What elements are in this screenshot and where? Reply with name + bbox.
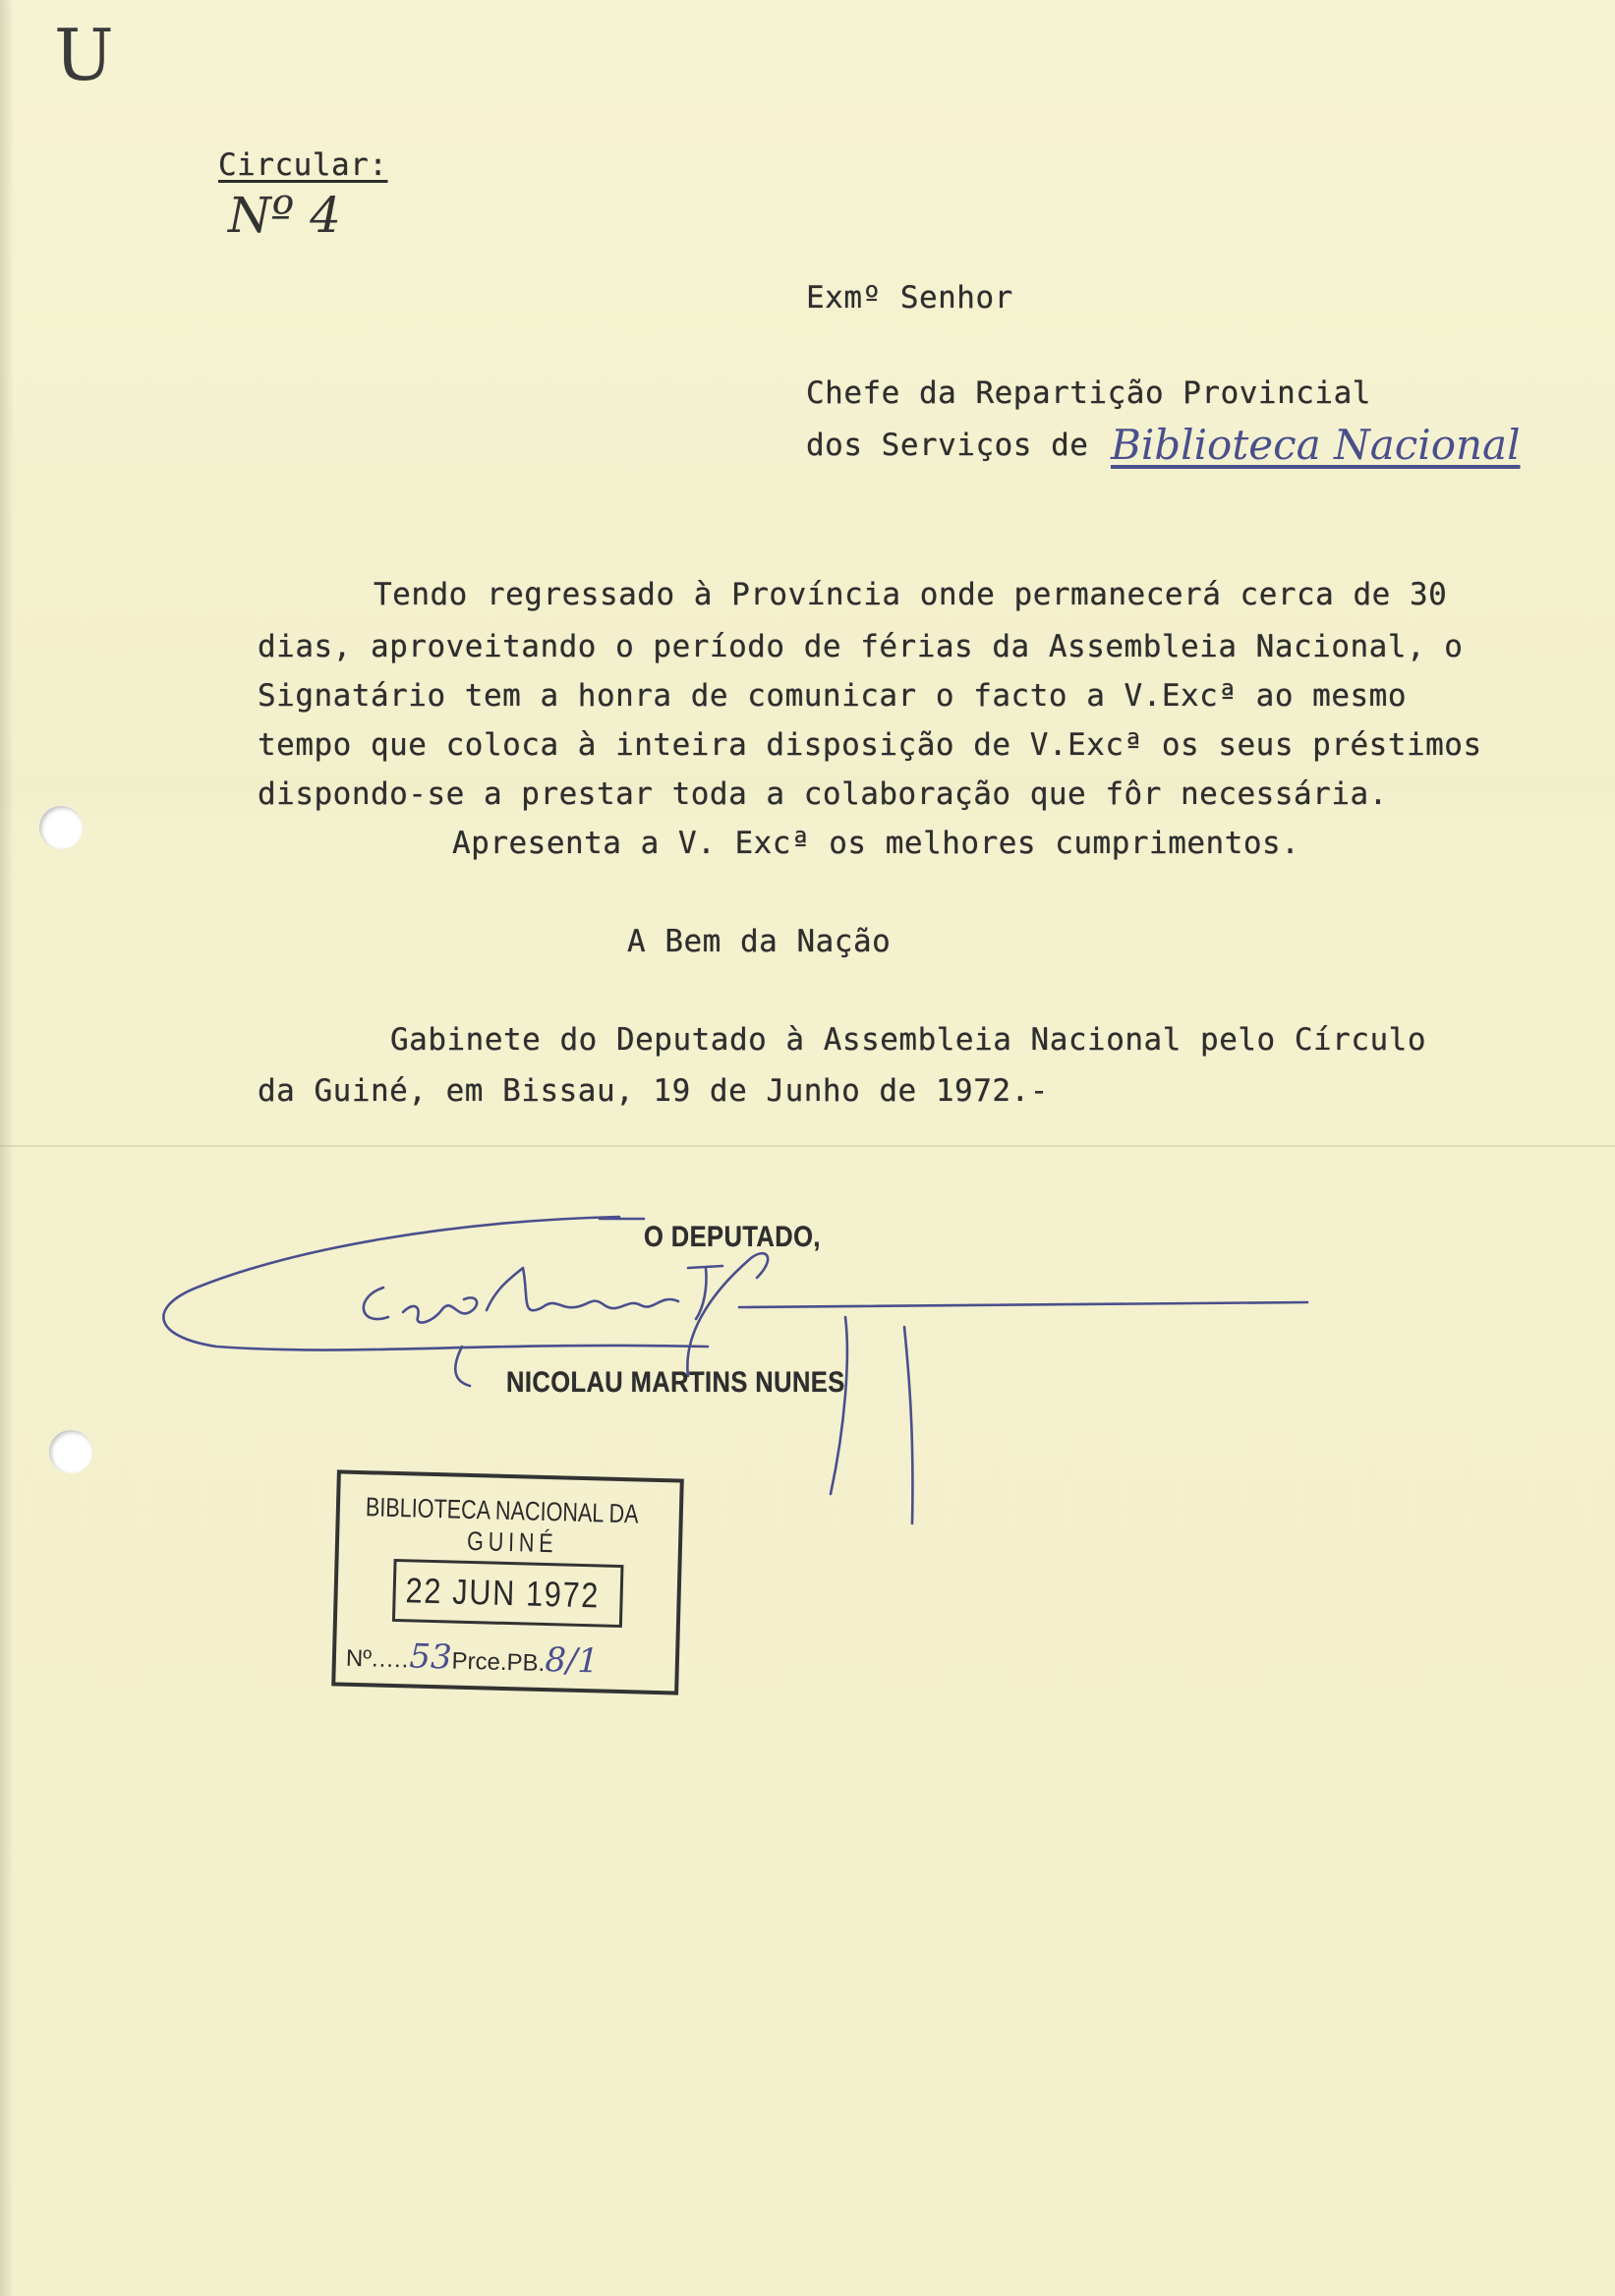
- stamp-title-line-1: BIBLIOTECA NACIONAL DA: [365, 1492, 639, 1529]
- fold-line: [0, 1145, 1615, 1147]
- punch-hole-bottom: [49, 1430, 92, 1473]
- body-line-4: tempo que coloca à inteira disposição de V.Excª os seus préstimos: [258, 727, 1482, 763]
- library-received-stamp: [331, 1469, 684, 1694]
- salutation: Exmº Senhor: [806, 280, 1013, 316]
- corner-mark: U: [54, 14, 114, 96]
- stamp-date-box: [392, 1559, 624, 1628]
- address-line-2-typed: dos Serviços de: [806, 428, 1089, 463]
- stamp-number-value: 53: [408, 1636, 453, 1678]
- signer-title: O DEPUTADO,: [644, 1221, 821, 1253]
- address-line-1: Chefe da Repartição Provincial: [806, 375, 1371, 411]
- stamp-number-row: Nº.....53Prce.PB.8/1: [345, 1636, 600, 1682]
- body-line-3: Signatário tem a honra de comunicar o facto a V.Excª ao mesmo: [258, 678, 1407, 714]
- body-line-1: Tendo regressado à Província onde permanecerá cerca de 30: [374, 577, 1448, 612]
- stamp-date: 22 JUN 1972: [405, 1570, 601, 1616]
- circular-number: Nº 4: [228, 187, 341, 244]
- stamp-number-label: Nº: [345, 1644, 373, 1673]
- place-date-line-2: da Guiné, em Bissau, 19 de Junho de 1972.-: [258, 1073, 1049, 1109]
- motto: A Bem da Nação: [627, 924, 892, 959]
- signer-name: NICOLAU MARTINS NUNES: [506, 1366, 845, 1399]
- body-line-5: dispondo-se a prestar toda a colaboração que fôr necessária.: [258, 776, 1388, 812]
- body-line-2: dias, aproveitando o período de férias da Assembleia Nacional, o: [258, 629, 1464, 664]
- place-date-line-1: Gabinete do Deputado à Assembleia Nacional pelo Círculo: [390, 1022, 1426, 1058]
- page-edge-shadow: [0, 0, 14, 2296]
- stamp-process-value: 8/1: [544, 1640, 600, 1682]
- stamp-title-line-2: GUINÉ: [466, 1525, 558, 1559]
- address-line-2-handwritten: Biblioteca Nacional: [1111, 421, 1521, 469]
- circular-label: Circular:: [218, 147, 388, 183]
- punch-hole-top: [39, 806, 83, 849]
- stamp-process-label: Prce.PB.: [451, 1647, 546, 1678]
- body-closing-line: Apresenta a V. Excª os melhores cumprimentos.: [452, 826, 1300, 861]
